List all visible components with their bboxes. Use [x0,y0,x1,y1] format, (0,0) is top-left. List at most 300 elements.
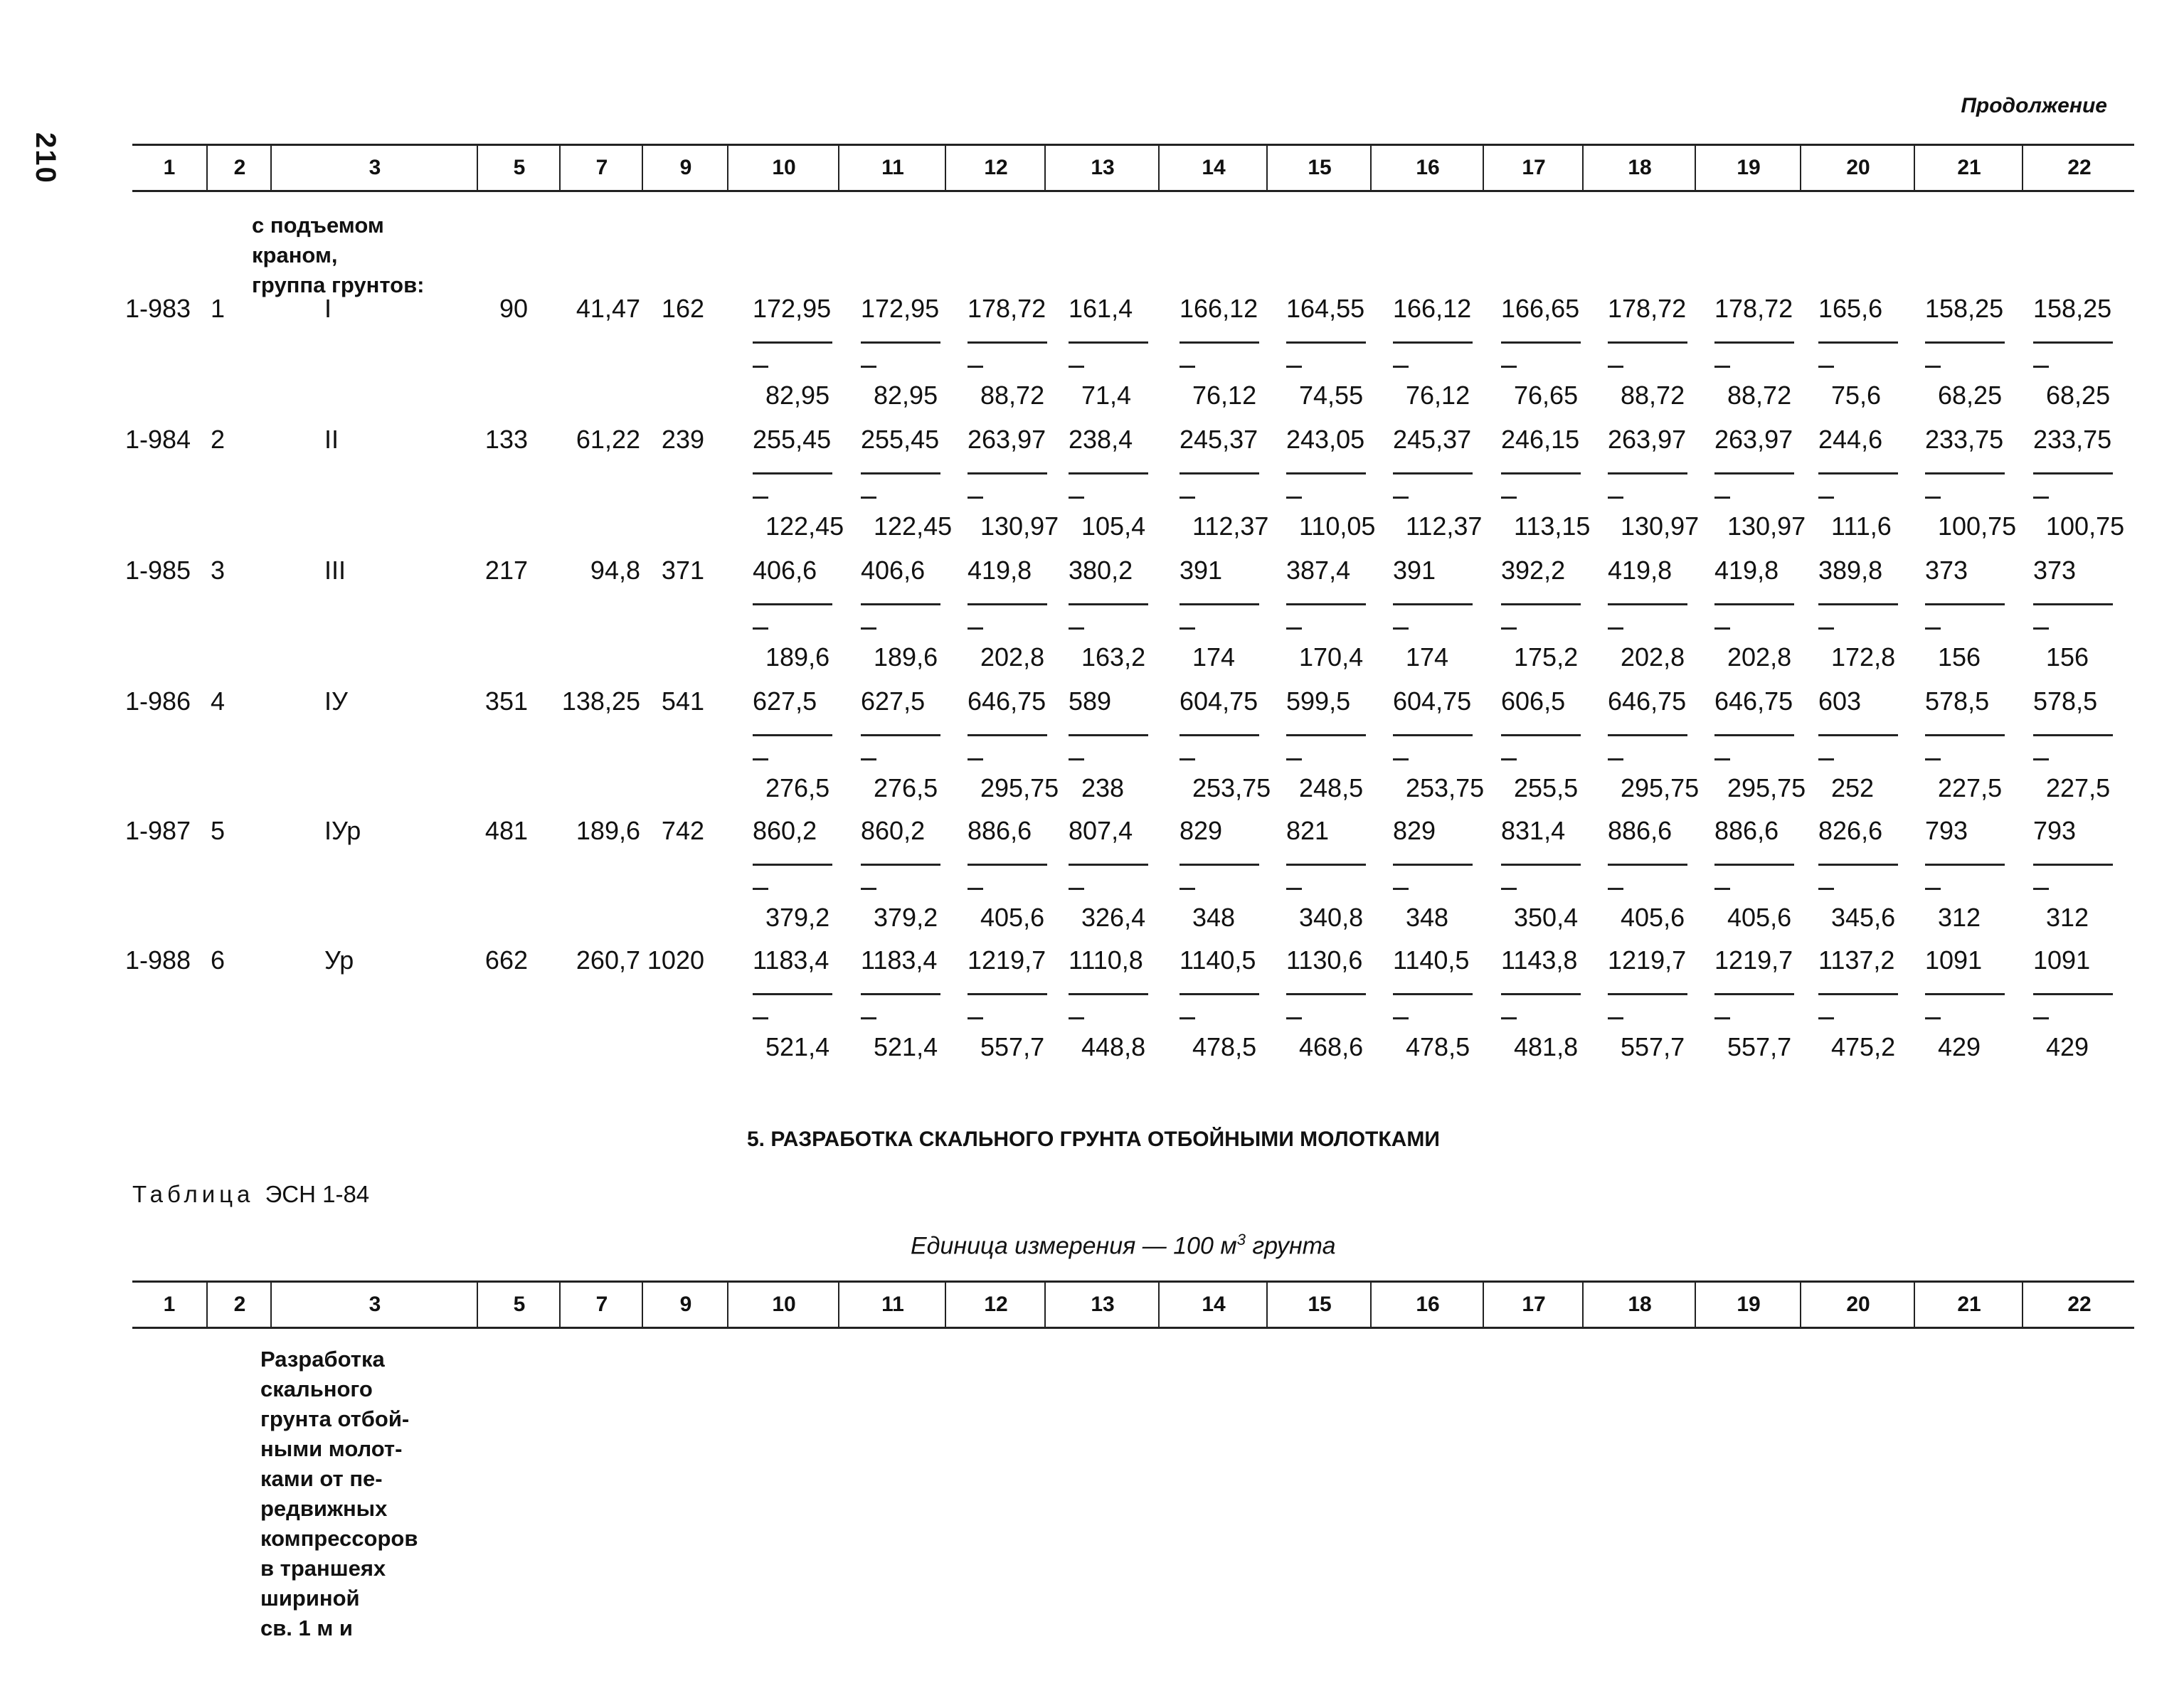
value-top-col-16: 604,75 [1393,686,1472,716]
row-col-9: 541 [661,686,704,716]
row-number: 2 [211,425,226,454]
value-bottom-col-22: 312 [2046,903,2089,932]
fraction-line [1393,341,1473,344]
minus-sign [1286,366,1302,368]
header-col-12: 12 [945,1283,1046,1327]
value-bottom-col-14: 174 [1192,642,1236,672]
value-bottom-col-20: 252 [1831,773,1875,802]
header-col-14: 14 [1158,146,1268,190]
fraction-line [1925,864,2005,866]
value-top-col-17: 246,15 [1501,425,1580,454]
value-bottom-col-21: 156 [1938,642,1981,672]
value-top-col-14: 604,75 [1180,686,1258,716]
work-description-line: Разработка [260,1347,385,1372]
header-col-9: 9 [642,146,728,190]
header-col-5: 5 [477,1283,561,1327]
header-col-2: 2 [206,146,272,190]
row-code: 1-987 [125,816,191,845]
row-col-7: 94,8 [590,556,640,585]
fraction-line [1925,993,2005,995]
minus-sign [1818,758,1834,760]
value-top-col-21: 373 [1925,556,1968,585]
value-top-col-14: 1140,5 [1180,945,1256,975]
minus-sign [753,758,768,760]
fraction-line [1818,864,1898,866]
value-bottom-col-12: 405,6 [980,903,1045,932]
value-top-col-16: 1140,5 [1393,945,1470,975]
minus-sign [753,627,768,630]
fraction-line [1286,734,1366,736]
value-top-col-11: 1183,4 [861,945,938,975]
fraction-line [1714,993,1794,995]
value-top-col-14: 391 [1180,556,1223,585]
value-top-col-19: 1219,7 [1714,945,1793,975]
row-col-5: 133 [484,425,528,454]
minus-sign [1818,888,1834,890]
fraction-line [1608,993,1687,995]
unit-text: Единица измерения — 100 м [911,1232,1237,1260]
minus-sign [1069,497,1084,499]
row-col-7: 138,25 [561,686,640,716]
row-number: 5 [211,816,226,845]
header-col-7: 7 [559,146,643,190]
fraction-line [1180,472,1259,474]
value-top-col-18: 178,72 [1608,294,1687,323]
value-bottom-col-15: 468,6 [1299,1032,1364,1061]
value-bottom-col-19: 557,7 [1727,1032,1792,1061]
minus-sign [753,1017,768,1019]
value-bottom-col-19: 405,6 [1727,903,1792,932]
minus-sign [1818,497,1834,499]
minus-sign [861,888,876,890]
value-bottom-col-19: 88,72 [1727,381,1792,410]
header-col-17: 17 [1483,146,1584,190]
fraction-line [1393,472,1473,474]
fraction-line [861,341,940,344]
fraction-line [1608,734,1687,736]
value-bottom-col-12: 557,7 [980,1032,1045,1061]
value-top-col-15: 387,4 [1286,556,1351,585]
minus-sign [1818,366,1834,368]
minus-sign [968,366,983,368]
value-top-col-18: 886,6 [1608,816,1673,845]
value-top-col-20: 826,6 [1818,816,1883,845]
row-col-9: 239 [661,425,704,454]
unit-sup: 3 [1236,1231,1246,1248]
value-bottom-col-12: 202,8 [980,642,1045,672]
row-col-9: 1020 [647,945,704,975]
work-description [260,1345,418,1643]
header-col-19: 19 [1695,146,1801,190]
fraction-line [1069,864,1148,866]
header-col-15: 15 [1266,146,1372,190]
value-bottom-col-14: 348 [1192,903,1236,932]
header-col-5: 5 [477,146,561,190]
fraction-line [1393,993,1473,995]
row-group: I [324,294,332,323]
value-top-col-21: 233,75 [1925,425,2004,454]
fraction-line [1286,864,1366,866]
value-bottom-col-20: 75,6 [1831,381,1882,410]
value-bottom-col-22: 156 [2046,642,2089,672]
value-top-col-16: 391 [1393,556,1436,585]
header-col-18: 18 [1582,1283,1696,1327]
fraction-line [1501,472,1581,474]
value-bottom-col-10: 521,4 [765,1032,830,1061]
minus-sign [1286,758,1302,760]
value-top-col-19: 178,72 [1714,294,1793,323]
value-bottom-col-11: 379,2 [874,903,938,932]
value-bottom-col-10: 122,45 [765,511,844,541]
value-bottom-col-17: 350,4 [1514,903,1579,932]
unit-line [911,1231,1336,1260]
value-bottom-col-14: 253,75 [1192,773,1271,802]
fraction-line [968,603,1047,605]
value-top-col-16: 245,37 [1393,425,1472,454]
fraction-line [2033,734,2113,736]
value-bottom-col-22: 100,75 [2046,511,2125,541]
header-col-22: 22 [2022,1283,2136,1327]
header-col-20: 20 [1800,146,1915,190]
fraction-line [861,472,940,474]
minus-sign [968,888,983,890]
fraction-line [1501,864,1581,866]
row-group: III [324,556,346,585]
value-bottom-col-18: 88,72 [1621,381,1685,410]
header-col-18: 18 [1582,146,1696,190]
row-col-7: 41,47 [576,294,640,323]
value-bottom-col-15: 170,4 [1299,642,1364,672]
value-top-col-17: 606,5 [1501,686,1566,716]
value-bottom-col-21: 68,25 [1938,381,2003,410]
header-col-10: 10 [727,1283,839,1327]
minus-sign [1180,888,1195,890]
value-bottom-col-15: 110,05 [1299,511,1376,541]
value-bottom-col-16: 174 [1406,642,1449,672]
minus-sign [1714,888,1730,890]
header-col-1: 1 [163,156,176,179]
value-top-col-12: 886,6 [968,816,1032,845]
minus-sign [753,366,768,368]
value-bottom-col-16: 76,12 [1406,381,1470,410]
value-bottom-col-18: 130,97 [1621,511,1700,541]
value-top-col-22: 233,75 [2033,425,2112,454]
header-col-20: 20 [1800,1283,1915,1327]
minus-sign [1501,366,1517,368]
minus-sign [968,627,983,630]
value-bottom-col-22: 429 [2046,1032,2089,1061]
value-top-col-21: 158,25 [1925,294,2004,323]
value-top-col-12: 419,8 [968,556,1032,585]
header-col-17: 17 [1483,1283,1584,1327]
minus-sign [1069,366,1084,368]
value-bottom-col-22: 68,25 [2046,381,2111,410]
value-top-col-19: 646,75 [1714,686,1793,716]
value-bottom-col-18: 295,75 [1621,773,1700,802]
minus-sign [1393,888,1409,890]
value-bottom-col-20: 172,8 [1831,642,1896,672]
value-top-col-13: 380,2 [1069,556,1133,585]
header-col-3: 3 [270,146,478,190]
fraction-line [1925,341,2005,344]
work-description-line: шириной [260,1586,360,1611]
header-col-11: 11 [838,146,946,190]
minus-sign [1286,497,1302,499]
value-bottom-col-19: 295,75 [1727,773,1806,802]
row-code: 1-985 [125,556,191,585]
minus-sign [2033,888,2049,890]
value-bottom-col-20: 111,6 [1831,511,1892,541]
fraction-line [1286,341,1366,344]
work-description-line: св. 1 м и [260,1616,353,1640]
value-bottom-col-11: 122,45 [874,511,953,541]
value-bottom-col-17: 76,65 [1514,381,1579,410]
fraction-line [1818,341,1898,344]
minus-sign [1069,888,1084,890]
row-col-9: 162 [661,294,704,323]
header-col-13: 13 [1044,1283,1160,1327]
value-bottom-col-12: 130,97 [980,511,1059,541]
fraction-line [2033,341,2113,344]
value-top-col-16: 166,12 [1393,294,1472,323]
fraction-line [1714,603,1794,605]
row-col-5: 217 [484,556,528,585]
row-code: 1-983 [125,294,191,323]
minus-sign [1393,366,1409,368]
header-col-11: 11 [838,1283,946,1327]
minus-sign [1180,758,1195,760]
value-top-col-11: 406,6 [861,556,926,585]
minus-sign [1714,627,1730,630]
value-bottom-col-10: 276,5 [765,773,830,802]
minus-sign [1180,1017,1195,1019]
minus-sign [861,627,876,630]
section-title: 5. РАЗРАБОТКА СКАЛЬНОГО ГРУНТА ОТБОЙНЫМИ МОЛОТКАМИ [747,1128,1440,1151]
value-bottom-col-18: 405,6 [1621,903,1685,932]
header-col-3: 3 [270,1283,478,1327]
work-description-line: ками от пе- [260,1466,383,1491]
minus-sign [1714,1017,1730,1019]
value-top-col-18: 1219,7 [1608,945,1687,975]
fraction-line [753,341,832,344]
value-bottom-col-14: 478,5 [1192,1032,1257,1061]
value-top-col-11: 172,95 [861,294,940,323]
value-bottom-col-16: 112,37 [1406,511,1483,541]
row-col-5: 351 [484,686,528,716]
header-col-13: 13 [1044,146,1160,190]
row-col-7: 260,7 [576,945,640,975]
minus-sign [1069,627,1084,630]
value-top-col-21: 793 [1925,816,1968,845]
minus-sign [1608,758,1623,760]
fraction-line [968,734,1047,736]
value-bottom-col-13: 71,4 [1081,381,1132,410]
fraction-line [968,341,1047,344]
fraction-line [861,603,940,605]
page-number: 210 [30,132,61,184]
value-top-col-13: 807,4 [1069,816,1133,845]
header-col-7: 7 [559,1283,643,1327]
value-top-col-15: 599,5 [1286,686,1351,716]
minus-sign [1180,627,1195,630]
value-top-col-12: 178,72 [968,294,1046,323]
value-top-col-14: 829 [1180,816,1223,845]
fraction-line [1069,472,1148,474]
header-col-14: 14 [1158,1283,1268,1327]
value-top-col-12: 646,75 [968,686,1046,716]
value-top-col-18: 419,8 [1608,556,1673,585]
table-header-bottom [132,1280,2134,1329]
value-bottom-col-16: 253,75 [1406,773,1485,802]
value-top-col-20: 1137,2 [1818,945,1895,975]
minus-sign [968,1017,983,1019]
value-top-col-15: 1130,6 [1286,945,1363,975]
fraction-line [968,993,1047,995]
value-bottom-col-15: 74,55 [1299,381,1364,410]
fraction-line [1925,734,2005,736]
fraction-line [1925,472,2005,474]
fraction-line [2033,603,2113,605]
value-top-col-10: 627,5 [753,686,817,716]
row-group: Ур [324,945,354,975]
value-bottom-col-15: 340,8 [1299,903,1364,932]
row-code: 1-984 [125,425,191,454]
value-bottom-col-17: 481,8 [1514,1032,1579,1061]
minus-sign [1925,497,1941,499]
fraction-line [1069,734,1148,736]
value-top-col-17: 1143,8 [1501,945,1578,975]
value-bottom-col-18: 557,7 [1621,1032,1685,1061]
minus-sign [968,758,983,760]
value-bottom-col-10: 82,95 [765,381,830,410]
unit-suffix: грунта [1245,1232,1336,1260]
minus-sign [1393,1017,1409,1019]
value-bottom-col-13: 105,4 [1081,511,1146,541]
minus-sign [1925,627,1941,630]
fraction-line [1818,734,1898,736]
value-bottom-col-11: 521,4 [874,1032,938,1061]
minus-sign [1501,1017,1517,1019]
value-top-col-15: 164,55 [1286,294,1365,323]
value-bottom-col-21: 429 [1938,1032,1981,1061]
fraction-line [1818,472,1898,474]
fraction-line [1714,864,1794,866]
value-bottom-col-18: 202,8 [1621,642,1685,672]
value-bottom-col-16: 478,5 [1406,1032,1470,1061]
minus-sign [861,1017,876,1019]
value-top-col-22: 373 [2033,556,2077,585]
minus-sign [1925,366,1941,368]
minus-sign [1501,758,1517,760]
fraction-line [1180,341,1259,344]
row-col-9: 371 [661,556,704,585]
minus-sign [1501,627,1517,630]
work-description-line: ными молот- [260,1436,403,1461]
table-caption-prefix: Таблица [132,1181,255,1207]
fraction-line [1818,993,1898,995]
value-top-col-14: 245,37 [1180,425,1258,454]
value-bottom-col-13: 448,8 [1081,1032,1146,1061]
value-bottom-col-13: 163,2 [1081,642,1146,672]
fraction-line [1608,603,1687,605]
minus-sign [753,888,768,890]
row-col-5: 662 [484,945,528,975]
value-bottom-col-17: 255,5 [1514,773,1579,802]
group-description [252,211,424,300]
value-top-col-10: 255,45 [753,425,832,454]
value-top-col-20: 165,6 [1818,294,1883,323]
value-bottom-col-21: 227,5 [1938,773,2003,802]
minus-sign [861,758,876,760]
row-col-7: 189,6 [576,816,640,845]
minus-sign [1608,497,1623,499]
value-top-col-14: 166,12 [1180,294,1258,323]
value-bottom-col-21: 100,75 [1938,511,2017,541]
minus-sign [1714,497,1730,499]
fraction-line [1393,864,1473,866]
value-top-col-21: 1091 [1925,945,1983,975]
minus-sign [1393,758,1409,760]
value-bottom-col-13: 326,4 [1081,903,1146,932]
minus-sign [1608,627,1623,630]
table-header-top [132,144,2134,192]
fraction-line [753,734,832,736]
value-bottom-col-20: 345,6 [1831,903,1896,932]
fraction-line [1286,993,1366,995]
minus-sign [1393,497,1409,499]
value-bottom-col-21: 312 [1938,903,1981,932]
header-col-15: 15 [1266,1283,1372,1327]
value-bottom-col-14: 112,37 [1192,511,1269,541]
value-top-col-20: 389,8 [1818,556,1883,585]
minus-sign [2033,497,2049,499]
row-number: 1 [211,294,226,323]
value-top-col-10: 406,6 [753,556,817,585]
group-description-line: краном, [252,243,338,267]
fraction-line [1393,603,1473,605]
value-top-col-15: 243,05 [1286,425,1365,454]
value-bottom-col-11: 276,5 [874,773,938,802]
work-description-line: грунта отбой- [260,1406,410,1431]
table-caption-code: ЭСН 1-84 [265,1181,370,1207]
fraction-line [2033,472,2113,474]
fraction-line [1393,734,1473,736]
row-group: IУр [324,816,361,845]
table-caption [132,1181,369,1208]
minus-sign [1925,1017,1941,1019]
row-number: 4 [211,686,226,716]
fraction-line [1180,734,1259,736]
value-top-col-17: 831,4 [1501,816,1566,845]
fraction-line [1069,341,1148,344]
minus-sign [1286,627,1302,630]
value-top-col-12: 263,97 [968,425,1046,454]
header-col-9: 9 [642,1283,728,1327]
header-col-16: 16 [1370,146,1484,190]
value-top-col-12: 1219,7 [968,945,1046,975]
row-col-5: 481 [484,816,528,845]
minus-sign [968,497,983,499]
minus-sign [1714,758,1730,760]
minus-sign [2033,366,2049,368]
minus-sign [1608,1017,1623,1019]
value-top-col-22: 158,25 [2033,294,2112,323]
fraction-line [753,603,832,605]
value-top-col-20: 244,6 [1818,425,1883,454]
header-col-16: 16 [1370,1283,1484,1327]
fraction-line [1608,341,1687,344]
fraction-line [1501,734,1581,736]
